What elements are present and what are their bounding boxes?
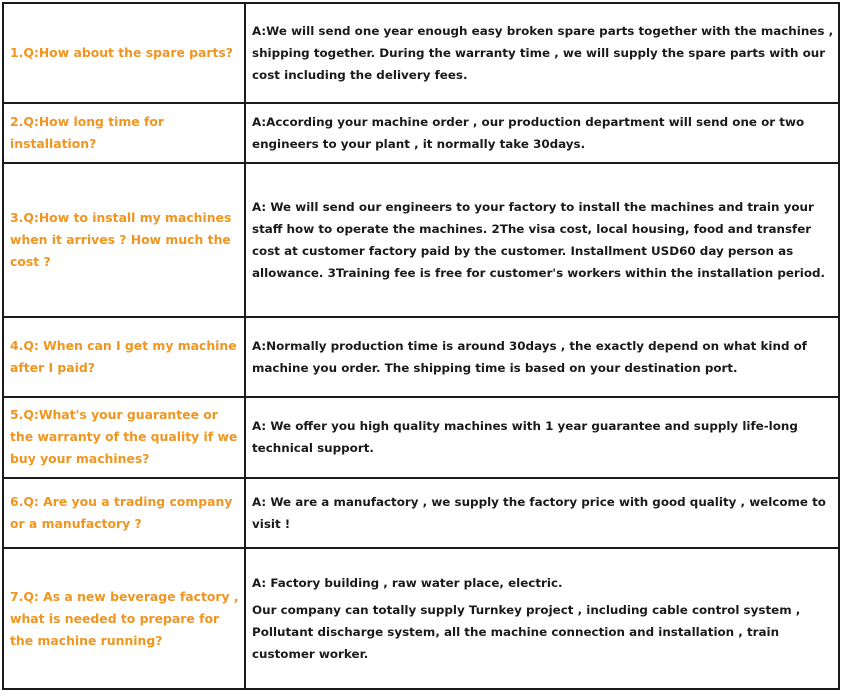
answer-cell <box>245 3 839 103</box>
question-cell <box>3 103 245 163</box>
faq-row-4 <box>3 317 839 396</box>
faq-table <box>2 2 840 690</box>
faq-row-6 <box>3 478 839 548</box>
answer-text: A:Normally production time is around 30days , the exactly depend on what kind of machine you order. The shipping time is based on your destination port. <box>252 338 807 375</box>
question-text: 5.Q:What's your guarantee or the warranty of the quality if we buy your machines? <box>10 407 238 467</box>
question-text: 4.Q: When can I get my machine after I paid? <box>10 337 237 375</box>
faq-row-2 <box>3 103 839 163</box>
question-text: 1.Q:How about the spare parts? <box>10 45 233 61</box>
question-cell <box>3 3 245 103</box>
answer-text: A: We are a manufactory , we supply the factory price with good quality , welcome to visit ! <box>252 495 826 532</box>
answer-text: A: We will send our engineers to your factory to install the machines and train your staff how to operate the machines. 2The visa cost, local housing, food and transfer cost at customer factory paid by the customer. Installment USD60 day person as allowance. 3Training fee is free for customer's workers within the installation period. <box>252 200 826 281</box>
faq-row-7 <box>3 548 839 689</box>
faq-row-3 <box>3 163 839 317</box>
question-cell <box>3 478 245 548</box>
answer-text: Our company can totally supply Turnkey project , including cable control system , Pollutant discharge system, all the machine connection and installation , train customer worker. <box>252 603 801 662</box>
faq-row-5 <box>3 397 839 478</box>
answer-cell <box>245 103 839 163</box>
answer-cell <box>245 548 839 689</box>
answer-text: A: Factory building , raw water place, electric. <box>252 576 563 591</box>
answer-cell <box>245 397 839 478</box>
answer-text: A:According your machine order , our production department will send one or two engineers to your plant , it normally take 30days. <box>252 115 805 152</box>
answer-text: A: We offer you high quality machines with 1 year guarantee and supply life-long technical support. <box>252 419 798 456</box>
answer-text: A:We will send one year enough easy broken spare parts together with the machines , shipping together. During the warranty time , we will supply the spare parts with our cost including the delivery fees. <box>252 24 834 83</box>
answer-cell <box>245 478 839 548</box>
question-text: 6.Q: Are you a trading company or a manufactory ? <box>10 494 233 532</box>
question-cell <box>3 317 245 396</box>
question-cell <box>3 163 245 317</box>
question-cell <box>3 548 245 689</box>
answer-cell <box>245 163 839 317</box>
faq-row-1 <box>3 3 839 103</box>
question-text: 2.Q:How long time for installation? <box>10 114 165 152</box>
question-text: 7.Q: As a new beverage factory , what is needed to prepare for the machine running? <box>10 588 239 648</box>
question-text: 3.Q:How to install my machines when it arrives ? How much the cost ? <box>10 210 232 270</box>
question-cell <box>3 397 245 478</box>
answer-cell <box>245 317 839 396</box>
